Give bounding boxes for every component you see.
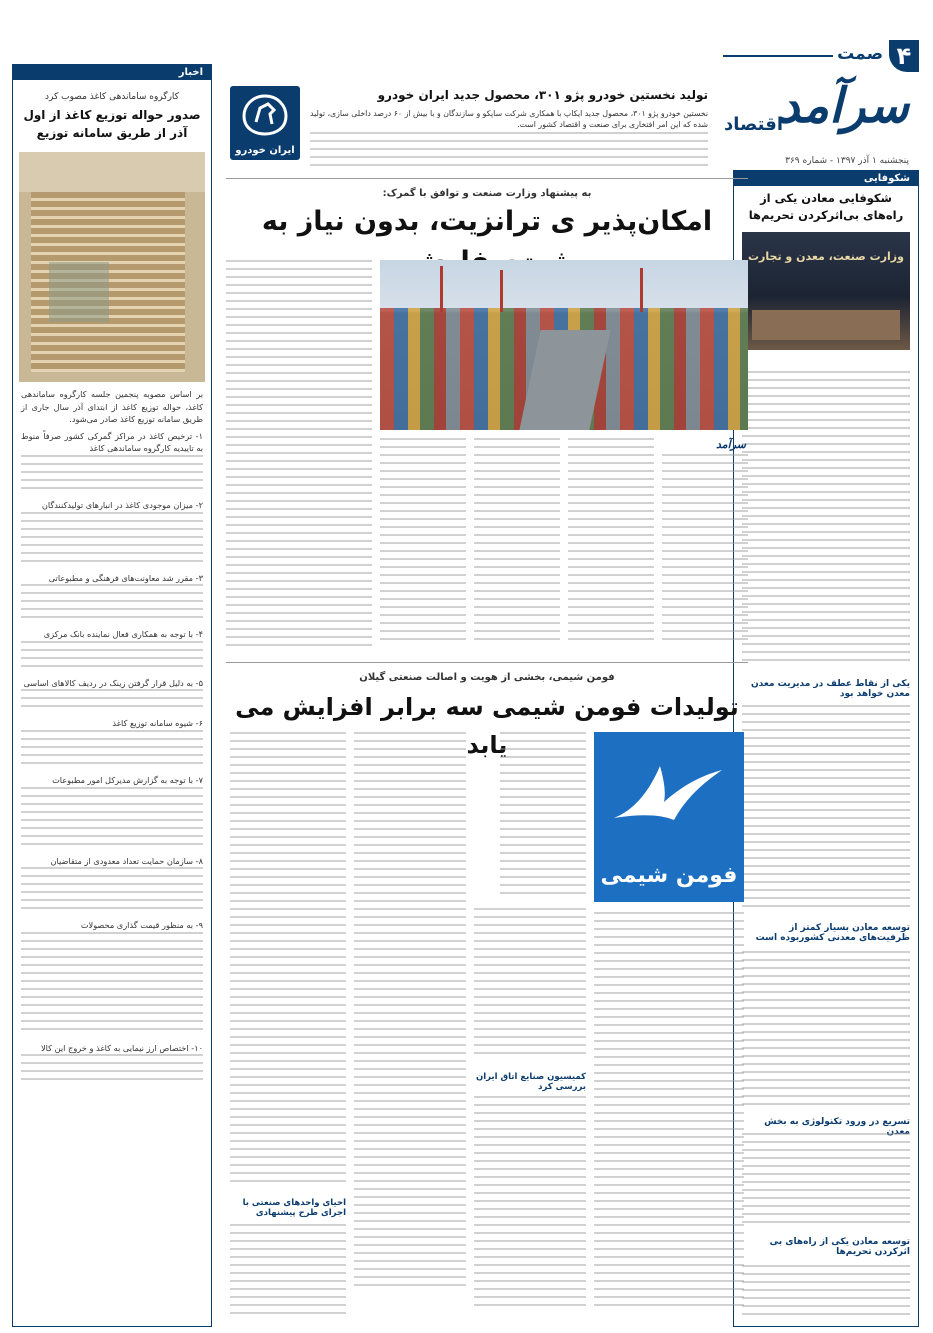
main-text-col-1 [662, 454, 748, 650]
foman-logo [594, 732, 744, 902]
masthead-rule [723, 55, 833, 57]
horse-icon [230, 90, 300, 140]
right-sub-heading-1: یکی از نقاط عطف در مدیریت معدن معدن خواهد بود [751, 679, 910, 699]
top-news [226, 82, 712, 174]
main-story [226, 182, 748, 660]
section-name: صمت [837, 44, 883, 64]
top-news-headline: تولید نخستین خودرو پژو ۳۰۱، محصول جدید ایران خودرو [377, 88, 708, 102]
right-sub-heading-4: توسعه معادن یکی از راه‌های بی اثرکردن تحریم‌ها [769, 1237, 910, 1257]
page-number-badge [889, 40, 919, 72]
left-list-item: ۶- شیوه سامانه توزیع کاغذ [112, 718, 203, 729]
main-headline: امکان‌پذیر ی ترانزیت، بدون نیاز به [261, 206, 713, 237]
date-line: پنجشنبه ۱ آذر ۱۳۹۷ - شماره ۳۶۹ [785, 156, 909, 166]
logo-sub: اقتصاد [723, 114, 783, 135]
left-list-item: ۱- ترخیص کاغذ در مراکز گمرکی کشور صرفاً منوط به تاییدیه کارگروه ساماندهی کاغذ [21, 430, 203, 454]
left-column [12, 64, 212, 1327]
right-column-text-3 [742, 951, 910, 1111]
iran-khodro-logo [230, 86, 300, 160]
right-column-text-4 [742, 1133, 910, 1229]
main-text-col-4 [380, 438, 466, 650]
left-list-item: ۹- به منظور قیمت گذاری محصولات [80, 920, 203, 931]
main-text-col-2 [568, 438, 654, 650]
right-column-text-2 [742, 705, 910, 915]
main-text-col-top [226, 260, 372, 652]
left-list-item: ۷- با توجه به گزارش مدیرکل امور مطبوعات [52, 774, 203, 785]
foman-story [226, 664, 748, 1326]
top-news-summary: نخستین خودرو پژو ۳۰۱، محصول جدید ایکاپ با همکاری شرکت ساپکو و سازندگان و با بیش از ۶۰ درصد داخلی سازی، تولید شده که این امر افتخاری برای صنعت و اقتصاد کشور است. [310, 109, 708, 129]
left-list-item: ۳- مقرر شد معاونت‌های فرهنگی و مطبوعاتی [48, 572, 203, 583]
foman-sub-heading-1: کمیسیون صنایع اتاق ایران بررسی کرد [475, 1072, 586, 1092]
main-kicker: به پیشنهاد وزارت صنعت و توافق با گمرک: [382, 188, 592, 199]
foman-text-col-4b [230, 1224, 346, 1318]
right-column-text-1 [742, 371, 910, 671]
left-list-item: ۱۰- اختصاص ارز نیمایی به کاغذ و خروج این کالا [41, 1042, 203, 1053]
left-list-item: ۴- با توجه به همکاری فعال نماینده بانک مرکزی [43, 629, 203, 640]
foman-text-col-3 [354, 732, 466, 1318]
right-sub-heading-3: تسریع در ورود تکنولوژی به بخش معدن [764, 1117, 910, 1137]
bird-icon [594, 740, 744, 850]
right-column-photo [742, 232, 910, 350]
left-body-intro: بر اساس مصوبه پنجمین جلسه کارگروه ساماندهی کاغذ، حواله توزیع کاغذ از ابتدای آذر سال جاری از طریق سامانه توزیع کاغذ صادر می‌شود. [21, 389, 203, 425]
iran-khodro-logo-text: ایران خودرو [235, 145, 295, 156]
left-headline: صدور حواله توزیع کاغذ از اول آذر از طریق سامانه توزیع [23, 108, 201, 140]
foman-text-col-2 [474, 908, 586, 1058]
main-text-col-3 [474, 438, 560, 650]
foman-text-col-2b [474, 1096, 586, 1318]
logo [723, 78, 919, 170]
divider-top-news [226, 178, 748, 179]
foman-text-col-1 [594, 912, 744, 1318]
foman-sub-heading-2: احیای واحدهای صنعتی با اجرای طرح پیشنهادی [242, 1198, 346, 1218]
right-sub-heading-2: توسعه معادن بسیار کمتر از ظرفیت‌های معدنی کشوربوده است [755, 923, 910, 943]
foman-headline: تولیدات فومن شیمی سه برابر افزایش می یابد [235, 693, 739, 759]
right-column-headline: شکوفایی معادن یکی از راه‌های بی‌اثرکردن تحریم‌ها [748, 191, 904, 222]
paper-stack-photo [19, 152, 205, 382]
foman-brand: فومن شیمی [600, 863, 738, 888]
page-number: ۴ [896, 42, 912, 70]
photo-caption: وزارت صنعت، معدن و تجارت [748, 250, 904, 263]
main-dropcap: سرآمد [715, 438, 746, 451]
foman-text-col-4 [230, 732, 346, 1188]
logo-main: سرآمد [778, 78, 909, 134]
left-kicker: کارگروه ساماندهی کاغذ مصوب کرد [45, 92, 179, 102]
top-news-text [310, 132, 708, 168]
right-column [733, 170, 919, 1327]
foman-text-col-1-top [500, 732, 586, 900]
left-column-tab: اخبار [13, 65, 211, 80]
right-column-text-5 [742, 1265, 910, 1321]
foman-kicker: فومن شیمی، بخشی از هویت و اصالت صنعتی گیلان [359, 672, 615, 683]
left-list [13, 426, 211, 1091]
left-list-item: ۸- سازمان حمایت تعداد معدودی از متقاضیان [50, 855, 203, 866]
left-list-item: ۵- به دلیل قرار گرفتن زینک در ردیف کالاهای اساسی [23, 677, 203, 688]
right-column-tab: شکوفایی [734, 171, 918, 186]
port-photo [380, 260, 748, 430]
left-list-item: ۲- میزان موجودی کاغذ در انبارهای تولیدکنندگان [41, 499, 203, 510]
divider-foman [226, 662, 748, 663]
